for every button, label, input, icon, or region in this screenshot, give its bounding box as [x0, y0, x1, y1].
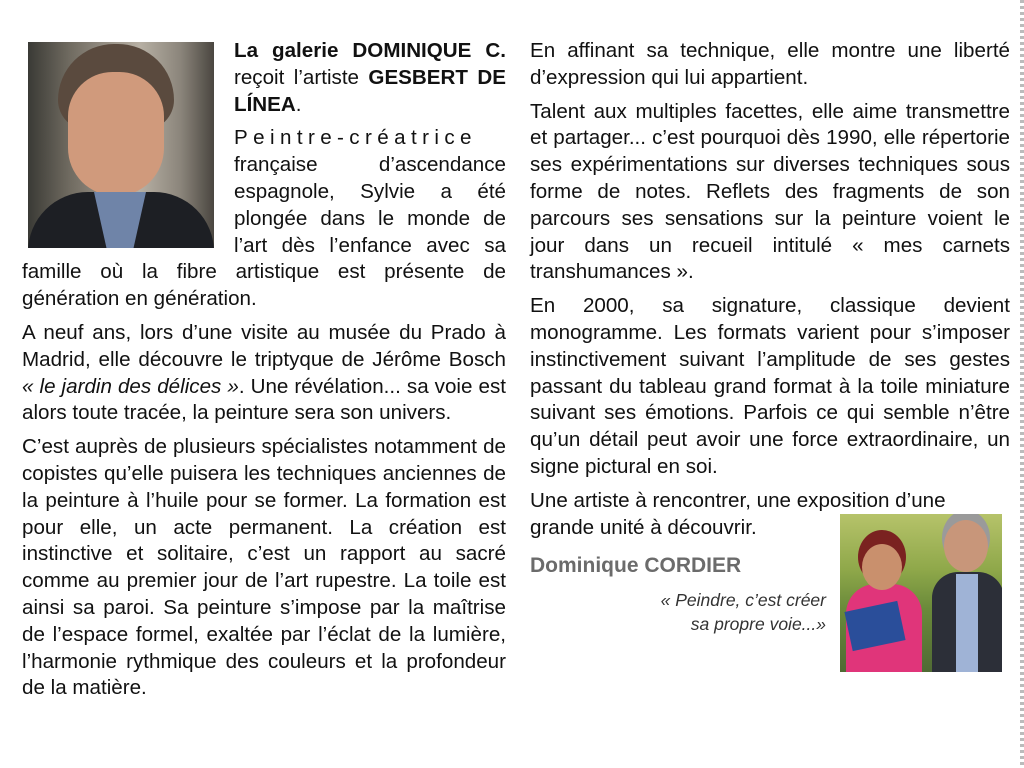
technique-paragraph: C’est auprès de plusieurs spécialistes notamment de copistes qu’elle puisera les techniques anciennes de la peinture à l’huile pour se former. La formation est pour elle, un acte permanent. La création est instinctive et solitaire, c’est un rapport au sacré comme au premier jour de l’art rupestre. La toile est ainsi sa paroi. Sa peinture s’impose par la maîtrise de l’espace formel, exaltée par l’éclat de la lumière, l’harmonie rythmique des couleurs et la profondeur de la matière.	[22, 435, 506, 700]
prado-after: . Une révélation... sa voie est alors toute tracée, la peinture sera son univers.	[22, 374, 506, 425]
intro-part1: La galerie	[234, 39, 353, 62]
gallery-name: DOMINIQUE C.	[352, 39, 506, 62]
right-paragraph-2: Talent aux multiples facettes, elle aime transmettre et partager... c’est pourquoi dès 1990, elle répertorie ses expérimentations sur diverses techniques sous forme de notes. Reflets des fragments de son parcours ses sensations sur la peinture voient le jour dans un recueil intitulé « mes carnets transhumances ».	[530, 99, 1010, 284]
motto-quote	[530, 588, 826, 636]
author-name: Dominique CORDIER	[530, 554, 742, 578]
prado-paragraph	[22, 320, 506, 427]
right-paragraph-3: En 2000, sa signature, classique devient monogramme. Les formats varient pour s’imposer instinctivement suivant l’amplitude de ses gestes passant du tableau grand format à la toile miniature suivant ses émotions. Parfois ce qui semble n’être qu’un détail peut avoir une force extraordinaire, un signe pictural en soi.	[530, 294, 1010, 478]
closing-line-1: Une artiste à rencontrer, une exposition d’une	[530, 488, 946, 512]
prado-before: A neuf ans, lors d’une visite au musée du Prado à Madrid, elle découvre le triptyque de Jérôme Bosch	[22, 320, 506, 371]
left-column	[22, 38, 506, 709]
bio-rest: française d’ascendance espagnole, Sylvie a été plongée dans le monde de l’art dès l’enfance avec sa famille où la fibre artistique est présente de génération en génération.	[22, 153, 506, 311]
intro-part2: reçoit l’artiste	[234, 65, 369, 89]
right-column	[530, 38, 1010, 638]
artist-name: GESBERT DE LÍNEA	[234, 65, 506, 116]
bio-spaced: Peintre-créatrice	[234, 126, 477, 150]
motto-line-2: sa propre voie...»	[690, 613, 826, 634]
closing-line-2: grande unité à découvrir.	[530, 515, 757, 539]
page-edge	[1020, 0, 1024, 768]
painting-title: « le jardin des délices »	[22, 374, 239, 398]
portrait-photo	[28, 42, 214, 248]
artist-and-gallerist-photo	[840, 514, 1002, 672]
closing-block	[530, 488, 1010, 638]
intro-part3: .	[295, 92, 302, 116]
motto-line-1: « Peindre, c’est créer	[660, 589, 826, 610]
right-paragraph-1: En affinant sa technique, elle montre une liberté d’expression qui lui appartient.	[530, 39, 1010, 89]
